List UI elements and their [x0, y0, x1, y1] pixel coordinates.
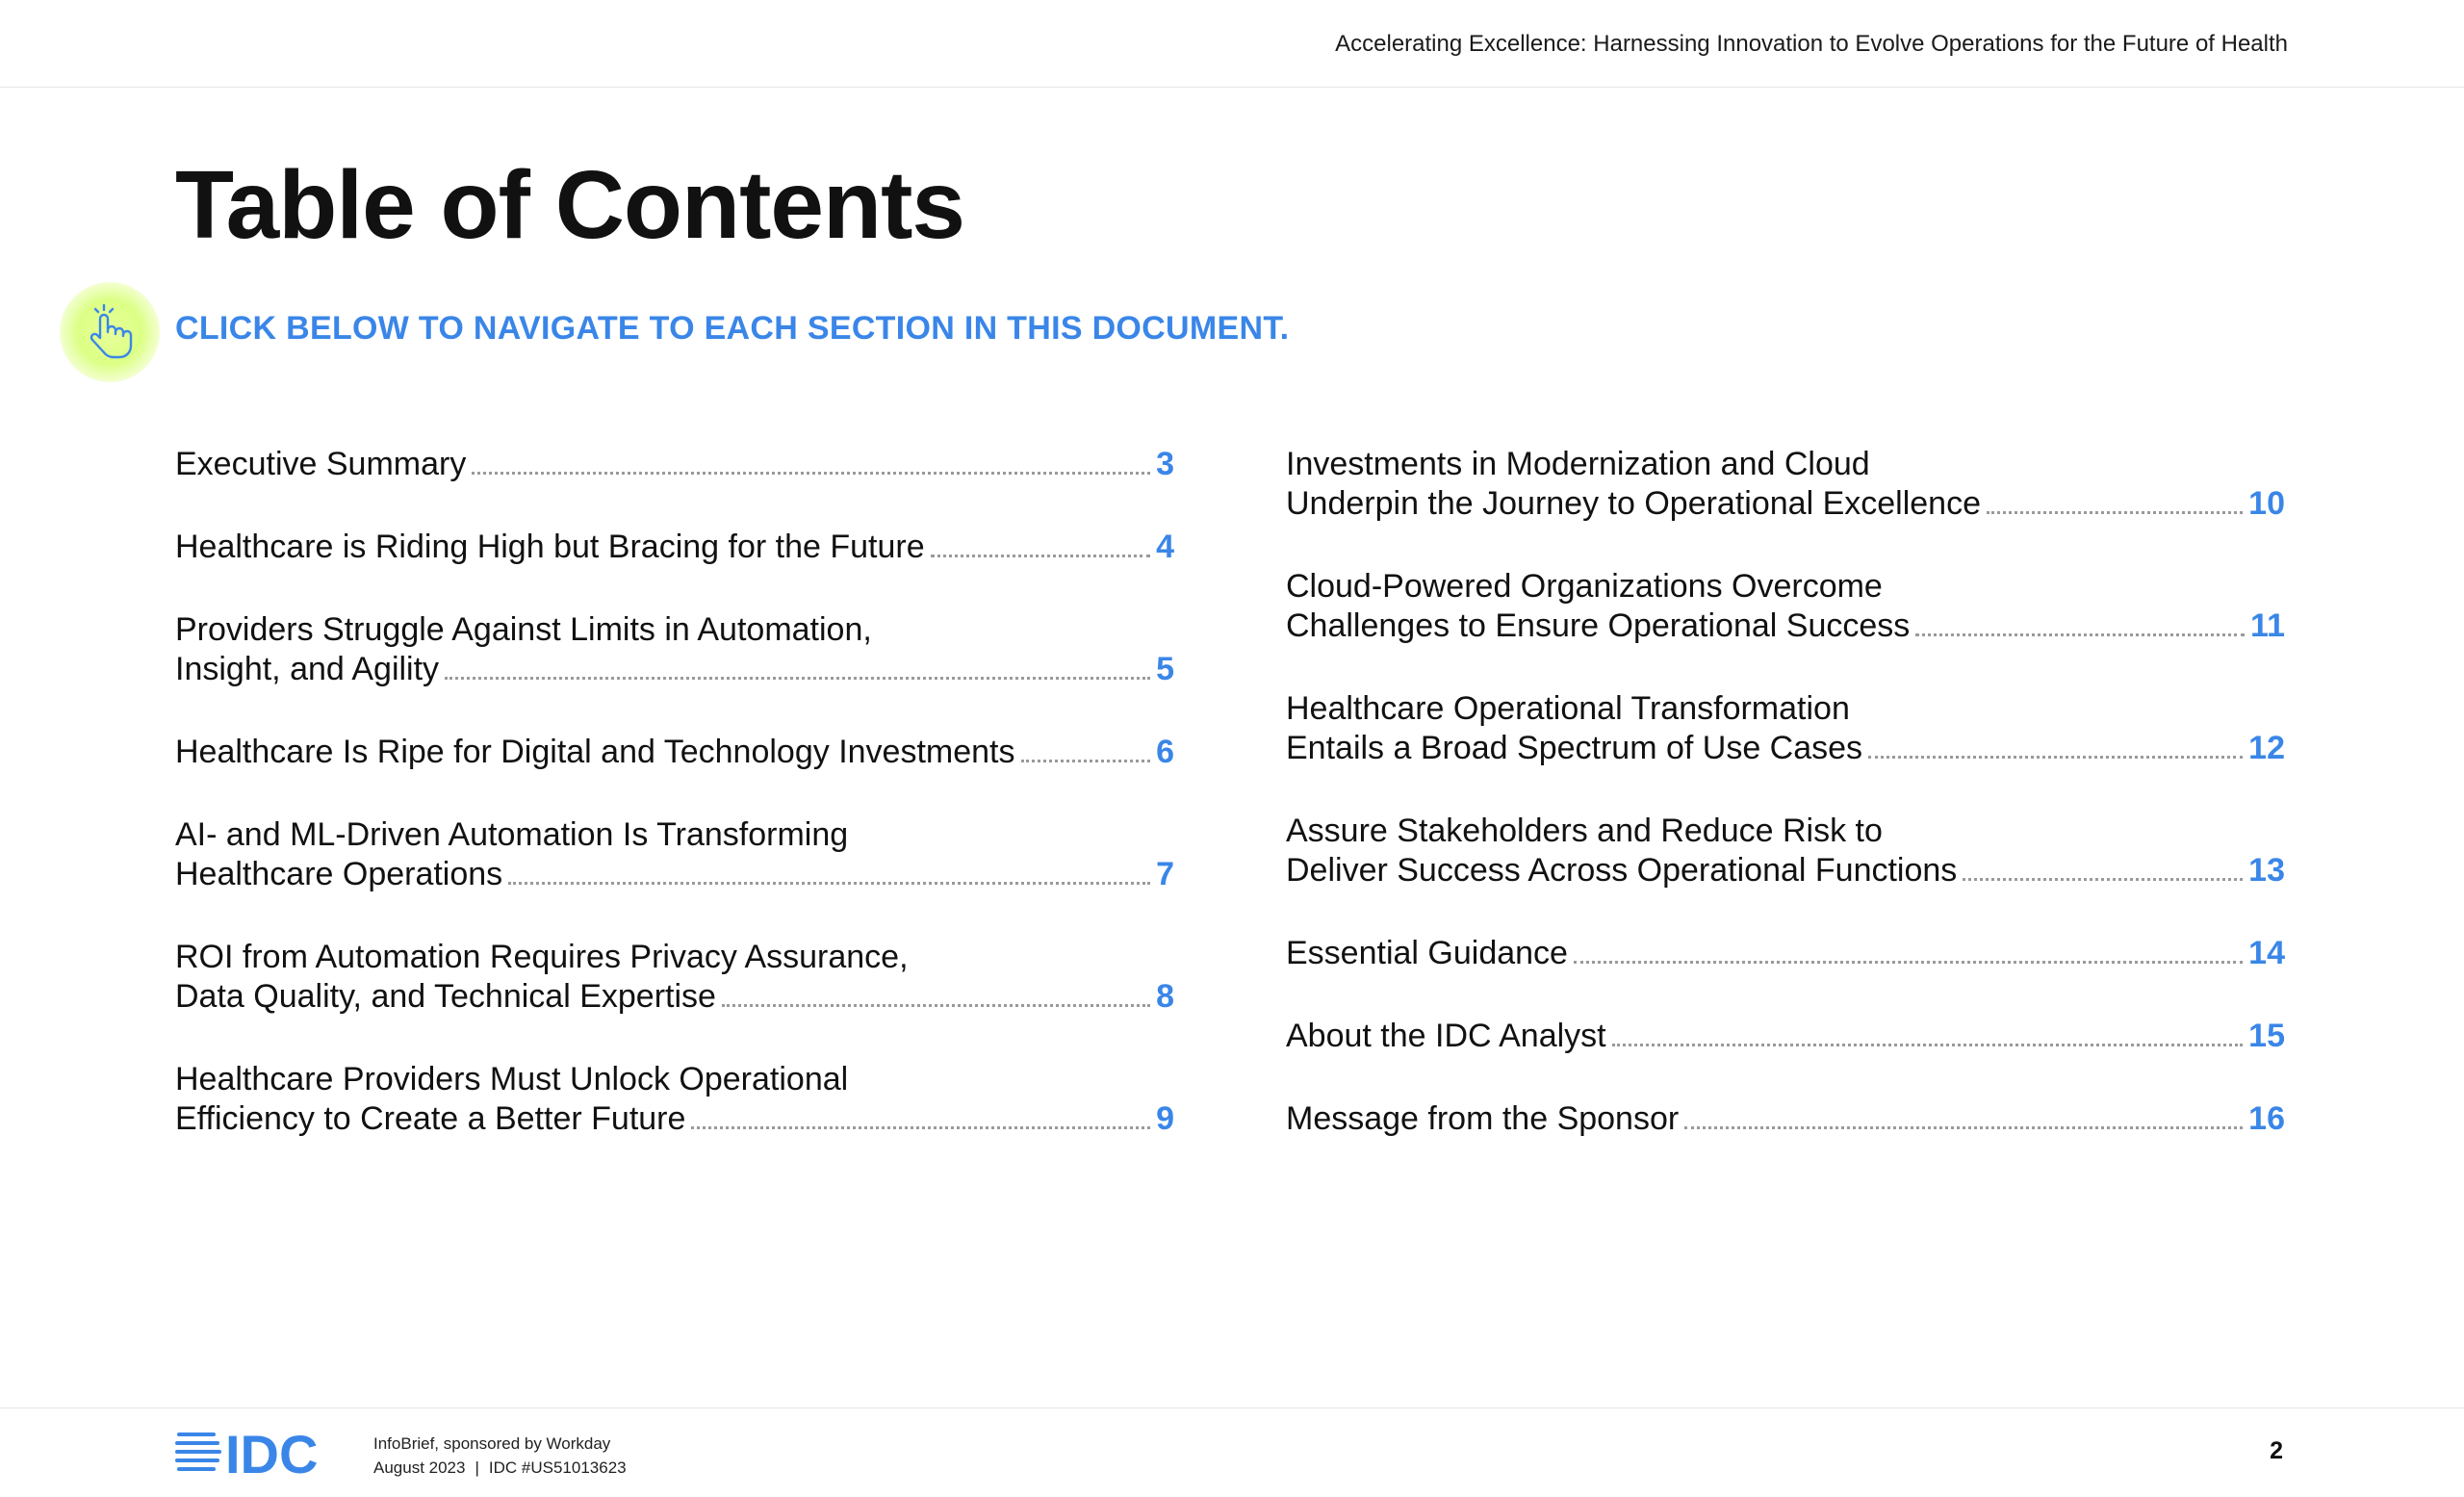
footer-date: August 2023 [373, 1458, 466, 1477]
dot-leader [472, 472, 1150, 475]
toc-entry-title: Healthcare Is Ripe for Digital and Technology Investments [175, 734, 1015, 770]
toc-page-number: 16 [2248, 1100, 2285, 1137]
toc-page-number: 6 [1156, 734, 1174, 770]
toc-entry-about-analyst[interactable] [1286, 1017, 2285, 1056]
dot-leader [508, 882, 1150, 885]
dot-leader [1987, 511, 2243, 514]
toc-page-number: 11 [2250, 607, 2285, 644]
dot-leader [1574, 961, 2243, 964]
toc-entry-modernization-cloud[interactable] [1286, 445, 2285, 524]
dot-leader [1963, 878, 2243, 881]
idc-logo [175, 1430, 331, 1483]
toc-entry-title-line1: Assure Stakeholders and Reduce Risk to [1286, 813, 1883, 849]
toc-entry-assure-stakeholders[interactable] [1286, 812, 2285, 890]
toc-page-number: 9 [1156, 1100, 1174, 1137]
hand-pointer-icon-glyph [89, 303, 133, 359]
dot-leader [445, 677, 1150, 680]
dot-leader [691, 1126, 1150, 1129]
toc-entry-title-line2: Deliver Success Across Operational Functions [1286, 852, 1958, 889]
toc-entry-roi-from-automation[interactable] [175, 938, 1174, 1017]
toc-page-number: 15 [2248, 1018, 2285, 1054]
toc-entry-providers-struggle[interactable] [175, 610, 1174, 689]
toc-entry-cloud-powered[interactable] [1286, 567, 2285, 646]
hand-pointer-icon [60, 282, 160, 382]
dot-leader [931, 555, 1150, 557]
footer [0, 1407, 2464, 1497]
toc-entry-title-line2: Challenges to Ensure Operational Success [1286, 607, 1911, 644]
toc-entry-title: Healthcare is Riding High but Bracing for the Future [175, 529, 925, 565]
toc-right-column [1286, 445, 2285, 1182]
footer-meta [373, 1432, 627, 1480]
top-header-bar [0, 0, 2464, 88]
toc-entry-title: Executive Summary [175, 446, 467, 482]
toc-page-number: 7 [1156, 856, 1174, 892]
dot-leader [722, 1004, 1150, 1007]
toc-entry-title-line1: AI- and ML-Driven Automation Is Transforming [175, 816, 849, 853]
toc-entry-essential-guidance[interactable] [1286, 934, 2285, 973]
toc-left-column [175, 445, 1174, 1182]
toc-entry-title: Essential Guidance [1286, 935, 1568, 971]
toc-entry-title-line2: Healthcare Operations [175, 856, 503, 892]
toc-entry-title-line2: Entails a Broad Spectrum of Use Cases [1286, 730, 1863, 766]
navigation-instructions: CLICK BELOW TO NAVIGATE TO EACH SECTION IN THIS DOCUMENT. [175, 310, 1290, 347]
dot-leader [1915, 633, 2245, 636]
idc-logo-graphic [175, 1430, 331, 1478]
footer-doc-id: IDC #US51013623 [488, 1458, 627, 1477]
toc-entry-title-line2: Efficiency to Create a Better Future [175, 1100, 686, 1137]
toc-entry-title: About the IDC Analyst [1286, 1018, 1606, 1054]
toc-entry-healthcare-riding-high[interactable] [175, 528, 1174, 567]
toc-entry-operational-transformation[interactable] [1286, 689, 2285, 768]
toc-entry-title-line2: Data Quality, and Technical Expertise [175, 978, 716, 1015]
footer-separator: | [475, 1458, 479, 1477]
page-number: 2 [2270, 1437, 2283, 1464]
idc-logo-text: IDC [225, 1430, 319, 1478]
toc-entry-title-line2: Insight, and Agility [175, 651, 440, 687]
toc-entry-title-line1: ROI from Automation Requires Privacy Assurance, [175, 939, 909, 975]
footer-sponsor-line: InfoBrief, sponsored by Workday [373, 1434, 611, 1453]
toc-page-number: 14 [2248, 935, 2285, 971]
toc-entry-title-line1: Healthcare Providers Must Unlock Operational [175, 1061, 849, 1097]
toc-entry-message-from-sponsor[interactable] [1286, 1099, 2285, 1139]
toc-page-number: 13 [2248, 852, 2285, 889]
toc-page-number: 10 [2248, 485, 2285, 522]
dot-leader [1021, 760, 1151, 762]
page-title: Table of Contents [175, 151, 965, 259]
toc-entry-title-line1: Providers Struggle Against Limits in Automation, [175, 611, 872, 648]
toc-page-number: 8 [1156, 978, 1174, 1015]
dot-leader [1868, 756, 2243, 759]
toc-entry-unlock-efficiency[interactable] [175, 1060, 1174, 1139]
toc-page-number: 4 [1156, 529, 1174, 565]
dot-leader [1684, 1126, 2243, 1129]
toc-page-number: 5 [1156, 651, 1174, 687]
toc-entry-title-line2: Underpin the Journey to Operational Excellence [1286, 485, 1981, 522]
toc-entry-executive-summary[interactable] [175, 445, 1174, 484]
toc-entry-title-line1: Healthcare Operational Transformation [1286, 690, 1850, 727]
dot-leader [1612, 1044, 2244, 1046]
toc-page-number: 12 [2248, 730, 2285, 766]
toc-entry-title-line1: Cloud-Powered Organizations Overcome [1286, 568, 1883, 605]
toc-entry-ripe-for-investments[interactable] [175, 733, 1174, 772]
toc-entry-title: Message from the Sponsor [1286, 1100, 1680, 1137]
toc-page-number: 3 [1156, 446, 1174, 482]
document-title: Accelerating Excellence: Harnessing Innovation to Evolve Operations for the Future of Health [1335, 31, 2288, 57]
toc-entry-ai-ml-automation[interactable] [175, 815, 1174, 894]
toc-entry-title-line1: Investments in Modernization and Cloud [1286, 446, 1870, 482]
